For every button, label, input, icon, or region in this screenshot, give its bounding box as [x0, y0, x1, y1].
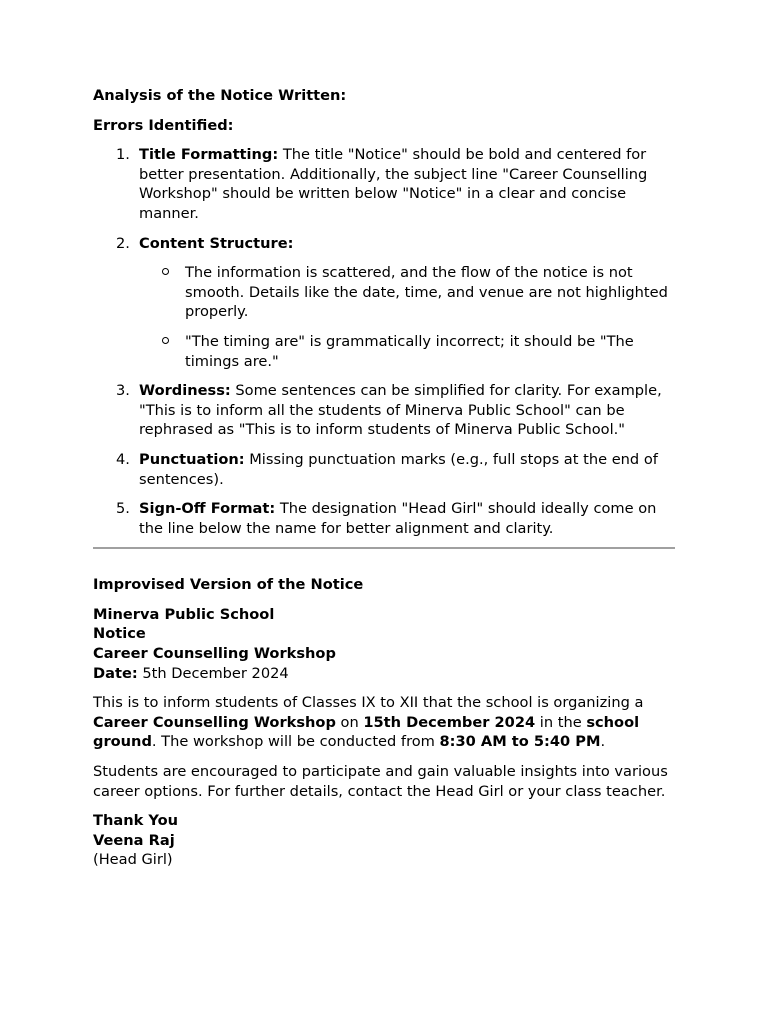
notice-subject: Career Counselling Workshop	[93, 645, 336, 663]
error-item-wordiness	[116, 381, 675, 440]
signatory-name: Veena Raj	[93, 831, 175, 849]
signatory-designation: (Head Girl)	[93, 851, 173, 869]
error-text: Some sentences can be simplified for clarity. For example, "This is to inform all the students of Minerva Public School" can be rephrased as "This is to inform students of Minerva Public School."	[139, 382, 662, 439]
error-text: The title "Notice" should be bold and centered for better presentation. Additionally, the subject line "Career Counselling Workshop" should be written below "Notice" in a clear and concise manner.	[139, 146, 648, 222]
errors-list	[93, 145, 675, 538]
list-number: 1.	[116, 146, 130, 164]
error-text: The designation "Head Girl" should ideally come on the line below the name for better alignment and clarity.	[139, 500, 657, 537]
improved-heading: Improvised Version of the Notice	[93, 576, 364, 594]
notice-body-paragraph-1: This is to inform students of Classes IX to XII that the school is organizing a Career Counselling Workshop on 15th December 2024 in the school ground. The workshop will be conducted from 8:30 AM to 5:40 PM.	[93, 694, 644, 751]
error-item-title-formatting	[116, 145, 675, 223]
circle-bullet-icon	[162, 337, 169, 344]
error-title: Wordiness:	[139, 382, 231, 400]
list-number: 5.	[116, 500, 130, 518]
closing: Thank You	[93, 812, 179, 830]
school-name: Minerva Public School	[93, 605, 275, 623]
error-item-content-structure	[116, 234, 675, 372]
error-text: Missing punctuation marks (e.g., full stops at the end of sentences).	[139, 450, 658, 488]
content-structure-sublist	[139, 263, 675, 371]
errors-heading: Errors Identified:	[93, 116, 234, 134]
sub-item-text: The information is scattered, and the flow of the notice is not smooth. Details like the date, time, and venue are not highlighted properly.	[185, 264, 668, 321]
error-title: Content Structure:	[139, 234, 294, 252]
section-divider	[93, 547, 675, 549]
list-number: 2.	[116, 234, 130, 252]
circle-bullet-icon	[162, 268, 169, 275]
sub-list-item	[185, 263, 675, 322]
sign-off-block	[93, 811, 675, 870]
notice-title: Notice	[93, 625, 146, 643]
error-item-punctuation	[116, 450, 675, 489]
sub-list-item	[185, 332, 675, 371]
date-label: Date:	[93, 664, 138, 682]
sub-item-text: "The timing are" is grammatically incorrect; it should be "The timings are."	[185, 332, 634, 370]
analysis-heading: Analysis of the Notice Written:	[93, 87, 347, 104]
error-item-sign-off-format	[116, 499, 675, 538]
date-value: 5th December 2024	[137, 664, 289, 682]
notice-header-block	[93, 605, 675, 683]
error-title: Title Formatting:	[139, 146, 279, 164]
list-number: 4.	[116, 450, 130, 468]
error-title: Sign-Off Format:	[139, 500, 276, 518]
notice-body-paragraph-2: Students are encouraged to participate and gain valuable insights into various career options. For further details, contact the Head Girl or your class teacher.	[93, 763, 668, 800]
list-number: 3.	[116, 382, 130, 400]
error-title: Punctuation:	[139, 450, 245, 468]
